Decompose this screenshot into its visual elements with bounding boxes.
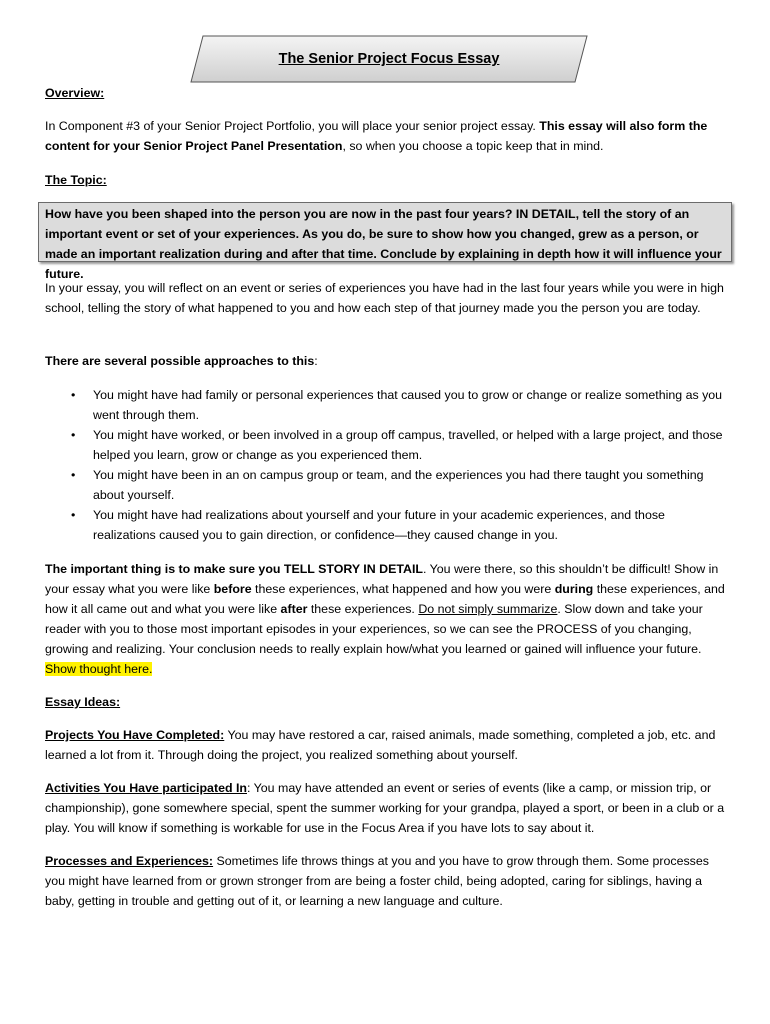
topic-question-box: How have you been shaped into the person you are now in the past four years? IN DETAIL, tell the story of an important event or set of your experiences. As you do, be sure to show how you changed, grew as a person, or made an important realization during and after that time. Conclude by explaining in depth how it will influence your future. xyxy=(38,202,732,262)
page-title: The Senior Project Focus Essay xyxy=(278,51,500,67)
reflect-paragraph: In your essay, you will reflect on an event or series of experiences you have had in the last four years while you were in high school, telling the story of what happened to you and how each step of that journey made you the person you are today. xyxy=(45,281,724,315)
list-item: • You might have had family or personal experiences that caused you to grow or change or realize something as you went through them. xyxy=(45,385,725,425)
approaches-list xyxy=(45,385,725,545)
list-item: • You might have been in an on campus group or team, and the experiences you had there taught you something about yourself. xyxy=(45,465,725,505)
bullet-icon: • xyxy=(71,508,76,522)
activities-paragraph: Activities You Have participated In: You may have attended an event or series of events (like a camp, or mission trip, or championship), gone somewhere special, spent the summer working for your grandpa, played a sport, or been in a club or a play. You will know if something is workable for use in the Focus Area if you have lots to say about it. xyxy=(45,781,725,835)
overview-heading: Overview: xyxy=(45,86,105,100)
bullet-icon: • xyxy=(71,388,76,402)
processes-paragraph: Processes and Experiences: Sometimes life throws things at you and you have to grow through them. Some processes you might have learned from or grown stronger from are being a foster child, being adopted, caring for siblings, having a baby, getting in trouble and getting out of it, or learning a new language and culture. xyxy=(45,854,709,908)
list-item: • You might have had realizations about yourself and your future in your academic experiences, and those realizations caused you to gain direction, or confidence—they caused change in you. xyxy=(45,505,725,545)
bullet-icon: • xyxy=(71,468,76,482)
bullet-icon: • xyxy=(71,428,76,442)
topic-heading: The Topic: xyxy=(45,173,107,187)
important-paragraph: The important thing is to make sure you TELL STORY IN DETAIL. You were there, so this shouldn’t be difficult! Show in your essay what you were like before these experiences, what happened and how you were during these experiences, and how it all came out and what you were like after these experiences. Do not simply summarize. Slow down and take your reader with you to those most important episodes in your experiences, so we can see the PROCESS of you changing, growing and realizing. Your conclusion needs to really explain how/what you learned or gained will influence your future. Show thought here. xyxy=(45,562,725,676)
approaches-heading: There are several possible approaches to this: xyxy=(45,354,318,368)
highlighted-text: Show thought here. xyxy=(45,662,153,676)
list-item: • You might have worked, or been involved in a group off campus, travelled, or helped with a large project, and those helped you learn, grow or change as you experienced them. xyxy=(45,425,725,465)
essay-ideas-heading: Essay Ideas: xyxy=(45,695,121,709)
overview-paragraph: In Component #3 of your Senior Project Portfolio, you will place your senior project essay. This essay will also form the content for your Senior Project Panel Presentation, so when you choose a topic keep that in mind. xyxy=(45,119,708,153)
projects-paragraph: Projects You Have Completed: You may have restored a car, raised animals, made something, completed a job, etc. and learned a lot from it. Through doing the project, you realized something about yourself. xyxy=(45,728,716,762)
title-banner xyxy=(189,35,589,83)
